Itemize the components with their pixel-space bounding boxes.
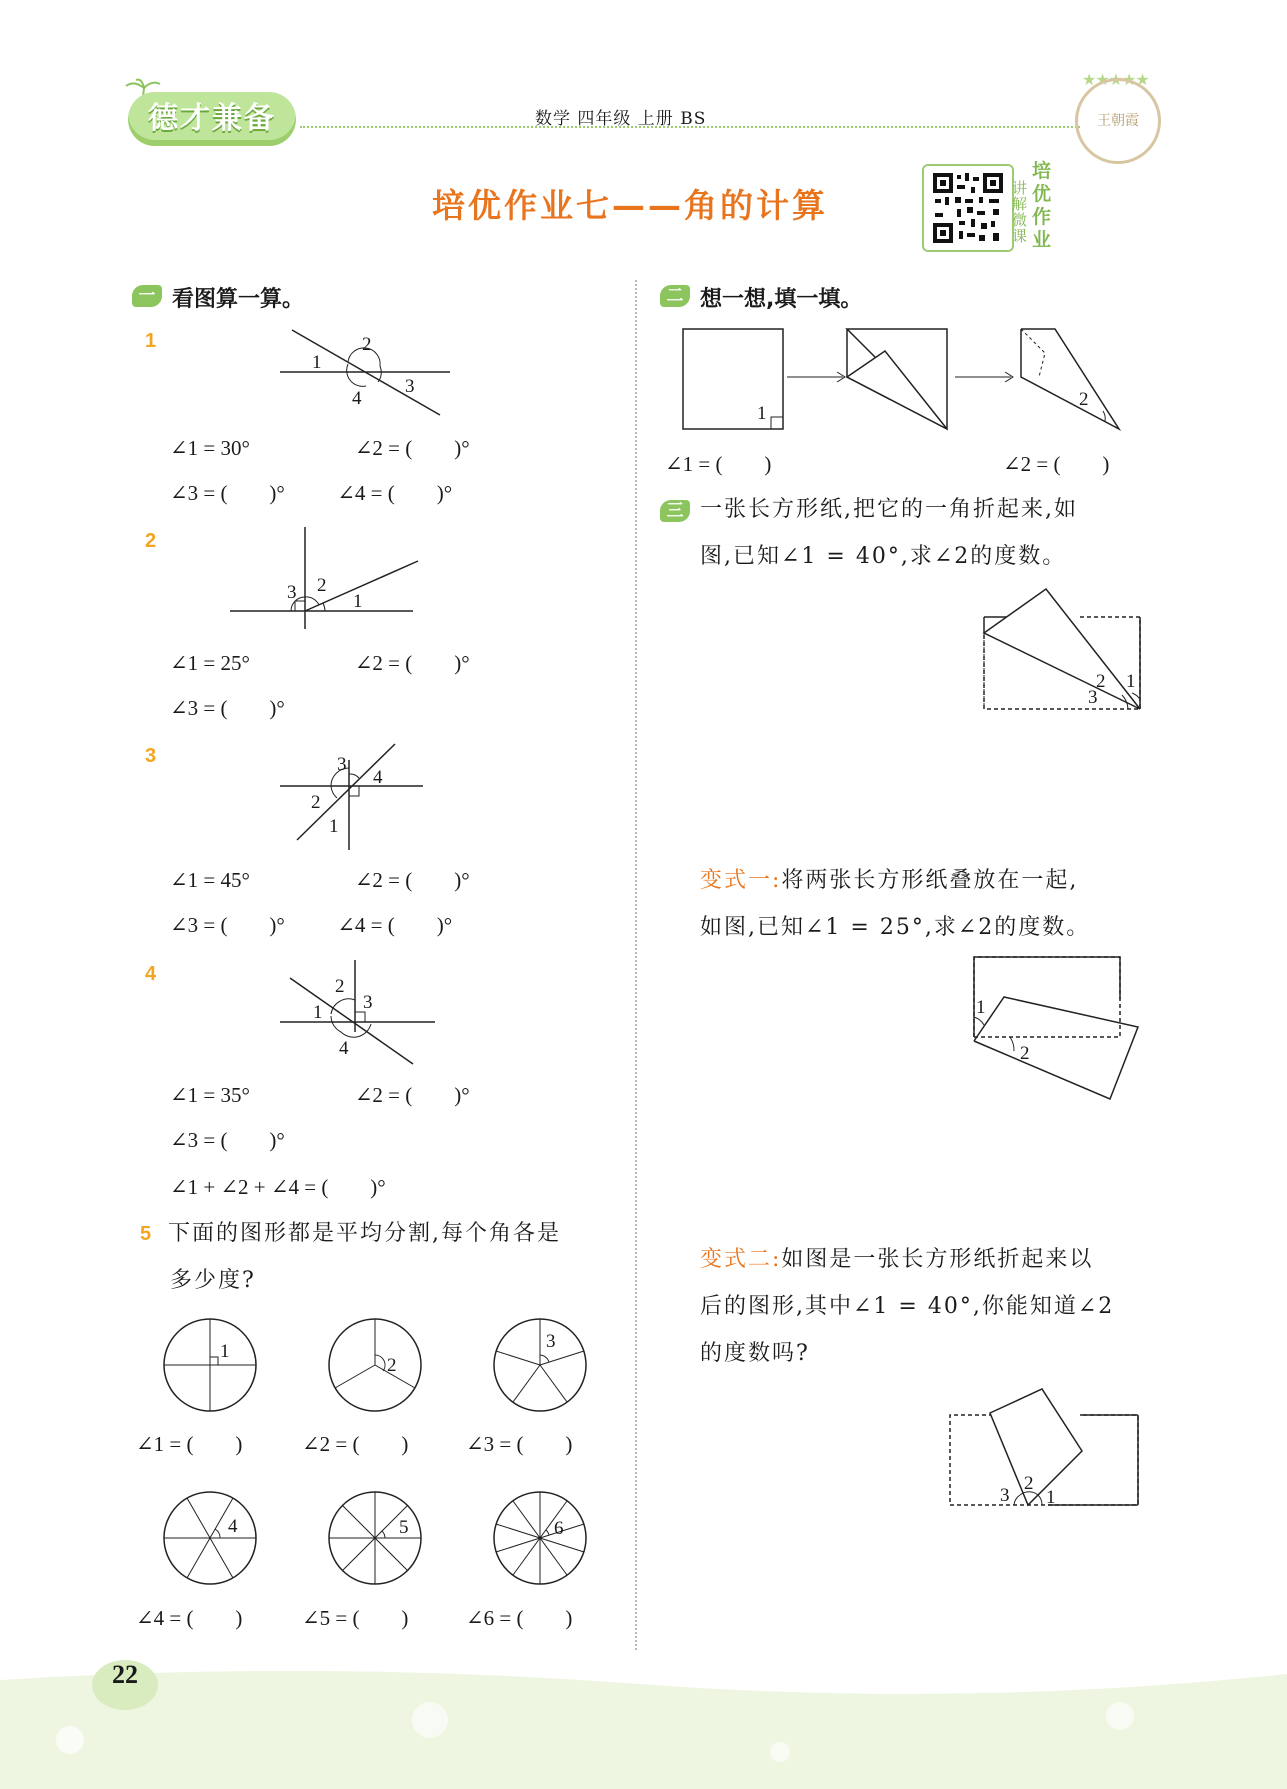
variant-1-line-2: 如图,已知∠1 = 25°,求∠2的度数。 bbox=[700, 915, 1091, 940]
answer-line[interactable]: ∠2 = ( ) bbox=[302, 1432, 409, 1456]
page-title: 培优作业七——角的计算 bbox=[432, 186, 828, 225]
label-1: 1 bbox=[1046, 1487, 1056, 1508]
section-badge-2: 二 bbox=[660, 285, 690, 307]
seal-text: 王朝霞 bbox=[1097, 113, 1139, 129]
label-3: 3 bbox=[546, 1331, 556, 1352]
answer-line[interactable]: ∠6 = ( ) bbox=[466, 1606, 573, 1630]
question-number: 1 bbox=[145, 330, 157, 352]
answer-line[interactable]: ∠1 = 35° ∠2 = ( )° bbox=[170, 1083, 470, 1107]
answer-line[interactable]: ∠1 = 25° ∠2 = ( )° bbox=[170, 651, 470, 675]
section-title-1: 看图算一算。 bbox=[172, 287, 305, 312]
qr-side-label: 讲解微课 bbox=[1012, 179, 1028, 245]
figure-q1 bbox=[270, 320, 460, 420]
question-number: 2 bbox=[145, 530, 157, 552]
circle-tenths bbox=[490, 1488, 590, 1588]
footer-wave bbox=[0, 1660, 1287, 1789]
question-number: 4 bbox=[145, 963, 157, 985]
label-3: 3 bbox=[363, 992, 373, 1013]
section-title-2: 想一想,填一填。 bbox=[700, 287, 863, 312]
answer-line[interactable]: ∠5 = ( ) bbox=[302, 1606, 409, 1630]
label-3: 3 bbox=[287, 582, 297, 603]
folding-sequence-figure bbox=[675, 325, 1155, 440]
label-2: 2 bbox=[1024, 1473, 1034, 1494]
circle-thirds bbox=[325, 1315, 425, 1415]
folded-paper-figure bbox=[948, 1385, 1143, 1510]
column-divider bbox=[635, 280, 637, 1650]
answer-line[interactable]: ∠1 + ∠2 + ∠4 = ( )° bbox=[170, 1175, 386, 1199]
variant-1-line: 将两张长方形纸叠放在一起, bbox=[781, 868, 1079, 893]
stars-icon: ★★★★★ bbox=[1082, 70, 1149, 89]
label-2: 2 bbox=[317, 575, 327, 596]
label-4: 4 bbox=[228, 1516, 238, 1537]
qr-main-label: 培优作业 bbox=[1032, 160, 1052, 251]
subject-line: 数学 四年级 上册 BS bbox=[535, 109, 707, 129]
label-3: 3 bbox=[337, 754, 347, 775]
figure-q3 bbox=[275, 740, 435, 855]
label-4: 4 bbox=[352, 388, 362, 409]
page-number: 22 bbox=[92, 1660, 158, 1710]
answer-line[interactable]: ∠2 = ( ) bbox=[1003, 452, 1110, 476]
section-badge-3: 三 bbox=[660, 500, 690, 522]
label-3: 3 bbox=[405, 376, 415, 397]
qr-frame bbox=[922, 164, 1014, 252]
answer-line[interactable]: ∠3 = ( )° bbox=[170, 696, 285, 720]
label-1: 1 bbox=[312, 352, 322, 373]
variant-2-label: 变式二: bbox=[700, 1247, 782, 1272]
variant-1-label: 变式一: bbox=[700, 868, 782, 893]
circle-sixths bbox=[160, 1488, 260, 1588]
circle-eighths bbox=[325, 1488, 425, 1588]
answer-line[interactable]: ∠1 = ( ) bbox=[136, 1432, 243, 1456]
label-2: 2 bbox=[1020, 1043, 1030, 1064]
label-2: 2 bbox=[1096, 671, 1106, 692]
answer-line[interactable]: ∠3 = ( )° ∠4 = ( )° bbox=[170, 481, 453, 505]
answer-line[interactable]: ∠3 = ( )° ∠4 = ( )° bbox=[170, 913, 453, 937]
label-1: 1 bbox=[976, 997, 986, 1018]
variant-2-line: 如图是一张长方形纸折起来以 bbox=[781, 1247, 1094, 1272]
answer-line[interactable]: ∠1 = ( ) bbox=[665, 452, 772, 476]
variant-2-text bbox=[700, 1236, 1093, 1283]
circle-fifths bbox=[490, 1315, 590, 1415]
question-text: 一张长方形纸,把它的一角折起来,如 bbox=[700, 497, 1078, 522]
label-1: 1 bbox=[1126, 671, 1136, 692]
label-5: 5 bbox=[399, 1517, 409, 1538]
label-1: 1 bbox=[757, 403, 767, 424]
question-text: 多少度? bbox=[170, 1268, 256, 1293]
answer-line[interactable]: ∠1 = 45° ∠2 = ( )° bbox=[170, 868, 470, 892]
label-3: 3 bbox=[1088, 687, 1098, 708]
label-4: 4 bbox=[373, 767, 383, 788]
label-3: 3 bbox=[1000, 1485, 1010, 1506]
label-2: 2 bbox=[311, 792, 321, 813]
qr-code-icon[interactable] bbox=[933, 173, 1003, 243]
label-2: 2 bbox=[362, 334, 372, 355]
label-1: 1 bbox=[313, 1002, 323, 1023]
question-text: 下面的图形都是平均分割,每个角各是 bbox=[168, 1221, 561, 1246]
label-1: 1 bbox=[353, 591, 363, 612]
overlapping-rectangles-figure bbox=[970, 955, 1145, 1105]
figure-q4 bbox=[275, 958, 445, 1068]
answer-line[interactable]: ∠4 = ( ) bbox=[136, 1606, 243, 1630]
label-6: 6 bbox=[554, 1518, 564, 1539]
brand-logo: 德才兼备 bbox=[128, 92, 296, 146]
variant-1-text bbox=[700, 857, 1078, 904]
label-2: 2 bbox=[387, 1355, 397, 1376]
brand-seal bbox=[1075, 78, 1161, 164]
answer-line[interactable]: ∠1 = 30° ∠2 = ( )° bbox=[170, 436, 470, 460]
answer-line[interactable]: ∠3 = ( )° bbox=[170, 1128, 285, 1152]
section-badge-1: 一 bbox=[132, 285, 162, 307]
label-4: 4 bbox=[339, 1038, 349, 1059]
variant-2-line-3: 的度数吗? bbox=[700, 1341, 810, 1366]
question-text: 图,已知∠1 = 40°,求∠2的度数。 bbox=[700, 544, 1067, 569]
answer-line[interactable]: ∠3 = ( ) bbox=[466, 1432, 573, 1456]
circle-quarters bbox=[160, 1315, 260, 1415]
question-number: 3 bbox=[145, 745, 157, 767]
label-2: 2 bbox=[1079, 389, 1089, 410]
label-2: 2 bbox=[335, 976, 345, 997]
label-1: 1 bbox=[329, 816, 339, 837]
folded-rectangle-figure bbox=[980, 585, 1145, 715]
figure-q2 bbox=[225, 525, 425, 630]
label-1: 1 bbox=[220, 1341, 230, 1362]
variant-2-line-2: 后的图形,其中∠1 = 40°,你能知道∠2 bbox=[700, 1294, 1115, 1319]
question-number: 5 bbox=[140, 1223, 152, 1245]
